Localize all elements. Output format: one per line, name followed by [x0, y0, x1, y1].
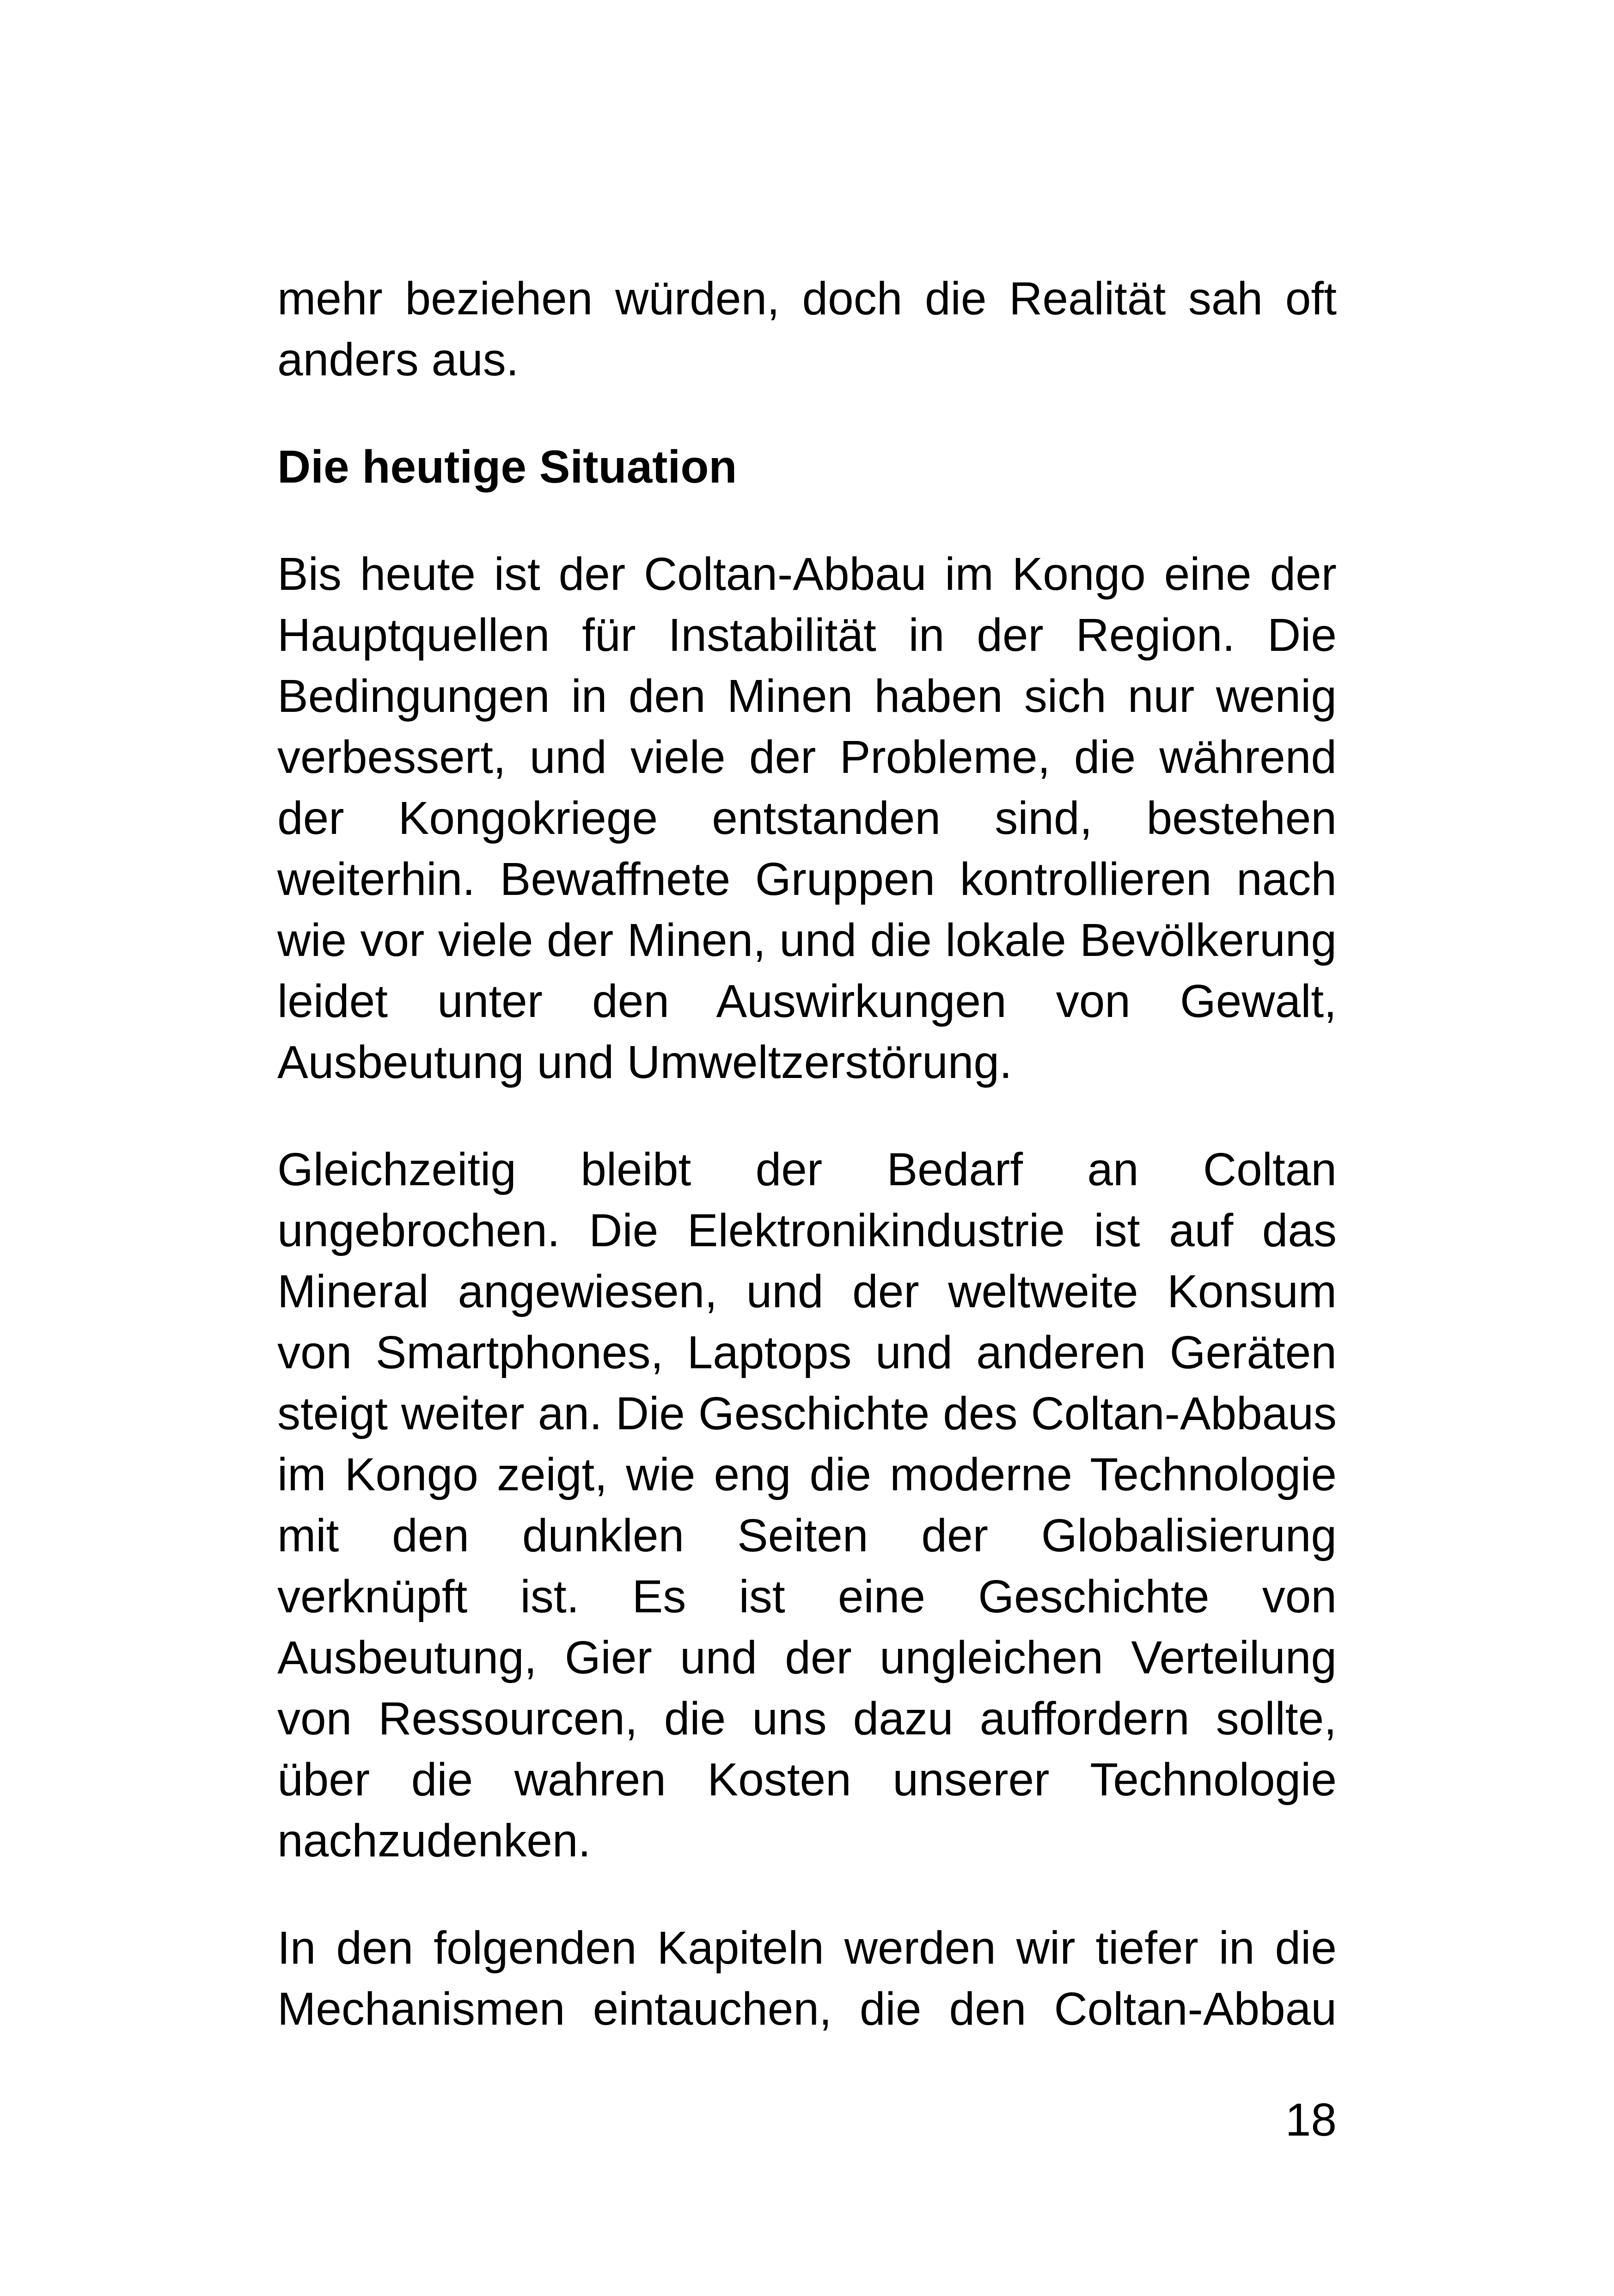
paragraph-gap	[277, 390, 1337, 436]
paragraph-gap	[277, 1871, 1337, 1917]
paragraph-3: In den folgenden Kapiteln werden wir tiefer in die Mechanismen eintauchen, die den Coltan-Abbau	[277, 1922, 1337, 2035]
paragraph-1: Bis heute ist der Coltan-Abbau im Kongo eine der Hauptquellen für Instabilität in der Region. Die Bedingungen in den Minen haben sich nur wenig verbessert, und viele der Probleme, die während der Kongokriege entstanden sind, bestehen weiterhin. Bewaffnete Gruppen kontrollieren nach wie vor viele der Minen, und die lokale Bevölkerung leidet unter den Auswirkungen von Gewalt, Ausbeutung und Umweltzerstörung.	[277, 548, 1337, 1088]
continued-paragraph: mehr beziehen würden, doch die Realität sah oft anders aus.	[277, 273, 1337, 386]
paragraph-gap	[277, 1093, 1337, 1139]
page-body	[277, 268, 1337, 2039]
paragraph-2: Gleichzeitig bleibt der Bedarf an Coltan ungebrochen. Die Elektronikindustrie ist auf das Mineral angewiesen, und der weltweite Konsum von Smartphones, Laptops und anderen Geräten steigt weiter an. Die Geschichte des Coltan-Abbaus im Kongo zeigt, wie eng die moderne Technologie mit den dunklen Seiten der Globalisierung verknüpft ist. Es ist eine Geschichte von Ausbeutung, Gier und der ungleichen Verteilung von Ressourcen, die uns dazu auffordern sollte, über die wahren Kosten unserer Technologie nachzudenken.	[277, 1144, 1337, 1867]
section-heading: Die heutige Situation	[277, 441, 737, 493]
page-number: 18	[1285, 2094, 1337, 2146]
paragraph-gap	[277, 497, 1337, 544]
